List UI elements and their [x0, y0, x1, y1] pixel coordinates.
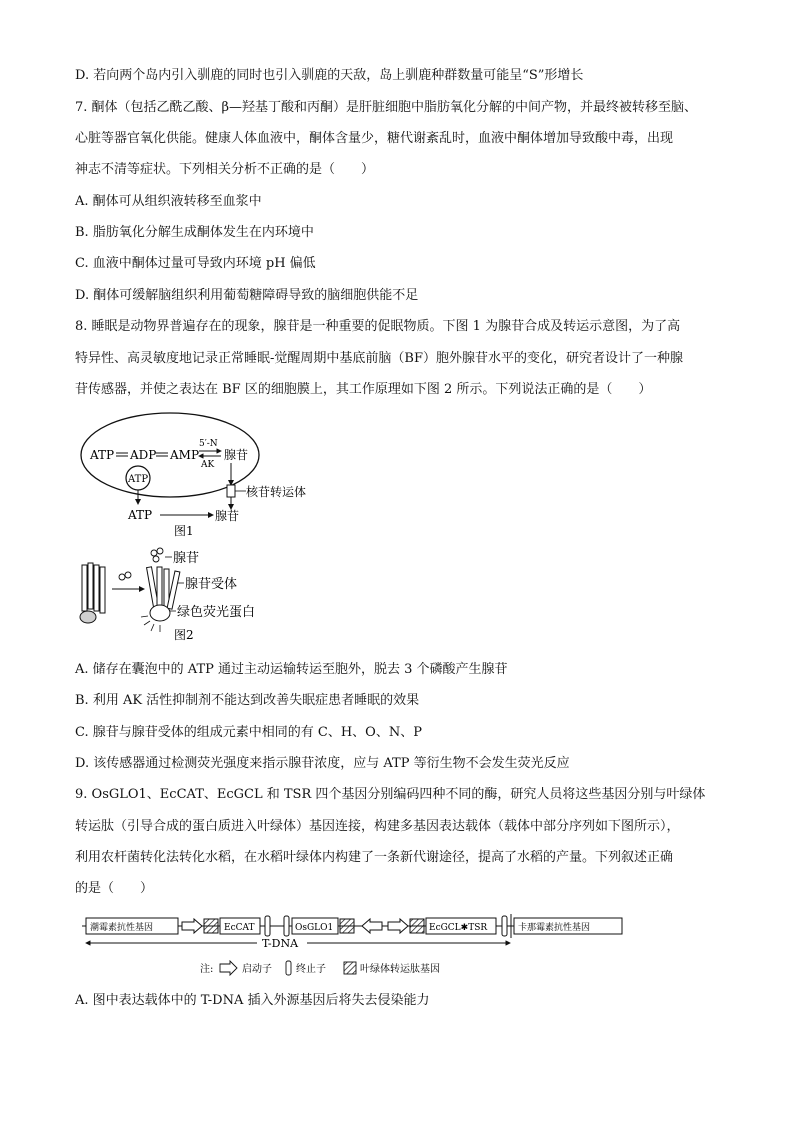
q8-stem-line3: 苷传感器，并使之表达在 BF 区的细胞膜上，其工作原理如下图 2 所示。下列说法正确的是（ ）	[75, 382, 652, 397]
fig2-receptor-unbound	[80, 563, 105, 623]
figure-1-adenosine-synthesis	[78, 405, 307, 540]
fig1-transporter-icon	[227, 485, 235, 497]
fig3-legend-peptide-icon	[344, 962, 356, 974]
q7-option-c: C. 血液中酮体过量可导致内环境 pH 偏低	[75, 256, 316, 271]
q7-stem-line1: 7. 酮体（包括乙酰乙酸、β—羟基丁酸和丙酮）是肝脏细胞中脂肪氧化分解的中间产物，并最终被转移至脑、	[75, 100, 698, 115]
fig1-adenosine-inside: 腺苷	[224, 448, 249, 462]
q9-stem-line2: 转运肽（引导合成的蛋白质进入叶绿体）基因连接，构建多基因表达载体（载体中部分序列如下图所示），	[75, 819, 680, 834]
fig1-enzyme-5n: 5′-N	[199, 439, 218, 449]
fig2-adenosine-bound	[151, 548, 163, 562]
fig2-receptor-bound	[147, 567, 180, 621]
fig3-legend-terminator-icon	[286, 961, 291, 975]
fig3-tdna-label: T-DNA	[262, 937, 299, 950]
fig3-promoter-3	[388, 919, 408, 933]
fig3-peptide-1	[204, 919, 218, 933]
fig3-ecgcl-tsr-label: EcGCL✱TSR	[429, 923, 488, 933]
fig1-adp-label: ADP	[130, 448, 157, 462]
q9-stem-line4: 的是（ ）	[75, 881, 154, 896]
q7-stem-line3: 神志不清等症状。下列相关分析不正确的是（ ）	[75, 162, 375, 177]
figure-2-sensor	[70, 545, 300, 645]
q6-option-d: D. 若向两个岛内引入驯鹿的同时也引入驯鹿的天敌，岛上驯鹿种群数量可能呈“S”形增长	[75, 68, 584, 83]
q9-option-a: A. 图中表达载体中的 T-DNA 插入外源基因后将失去侵染能力	[75, 993, 430, 1008]
fig1-atp-label: ATP	[90, 448, 115, 462]
q8-stem-line1: 8. 睡眠是动物界普遍存在的现象，腺苷是一种重要的促眠物质。下图 1 为腺苷合成及转运示意图，为了高	[75, 319, 681, 334]
q9-stem-line3: 利用农杆菌转化法转化水稻，在水稻叶绿体内构建了一条新代谢途径，提高了水稻的产量。下列叙述正确	[75, 850, 674, 865]
fig3-note-label: 注:	[200, 964, 214, 975]
fig3-promoter-2	[362, 919, 382, 933]
fig1-enzyme-ak: AK	[201, 460, 215, 470]
q8-option-b: B. 利用 AK 活性抑制剂不能达到改善失眠症患者睡眠的效果	[75, 693, 420, 708]
fig3-osglo1-label: OsGLO1	[295, 923, 334, 933]
q7-stem-line2: 心脏等器官氧化供能。健康人体血液中，酮体含量少，糖代谢紊乱时，血液中酮体增加导致酸中毒，出现	[75, 131, 674, 146]
fig2-caption: 图2	[174, 628, 194, 642]
fig3-hygro-label: 潮霉素抗性基因	[90, 923, 154, 933]
fig3-kana-label: 卡那霉素抗性基因	[518, 923, 591, 933]
figure-3-vector-map	[82, 910, 632, 980]
fig1-atp-vesicle: ATP	[128, 474, 149, 485]
fig3-peptide-3	[410, 919, 424, 933]
fig1-transporter-label: 核苷转运体	[246, 485, 307, 499]
q7-option-a: A. 酮体可从组织液转移至血浆中	[75, 194, 262, 209]
q8-stem-line2: 特异性、高灵敏度地记录正常睡眠-觉醒周期中基底前脑（BF）胞外腺苷水平的变化，研究者设计了一种腺	[75, 351, 683, 366]
q8-option-a: A. 储存在囊泡中的 ATP 通过主动运输转运至胞外，脱去 3 个磷酸产生腺苷	[75, 662, 508, 677]
q8-option-c: C. 腺苷与腺苷受体的组成元素中相同的有 C、H、O、N、P	[75, 725, 422, 740]
fig3-terminator-2	[284, 916, 289, 936]
fig3-peptide-2	[340, 919, 354, 933]
q7-option-b: B. 脂肪氧化分解生成酮体发生在内环境中	[75, 225, 314, 240]
fig3-terminator-1	[265, 916, 270, 936]
fig2-gfp-label: 绿色荧光蛋白	[177, 605, 256, 620]
fig3-legend-terminator: 终止子	[296, 964, 326, 975]
fig3-promoter-1	[182, 919, 202, 933]
fig1-amp-label: AMP	[170, 448, 200, 462]
fig3-eccat-label: EcCAT	[224, 923, 255, 933]
fig1-caption: 图1	[174, 524, 194, 538]
fig2-adenosine-molecule	[119, 572, 131, 580]
fig3-legend-promoter-icon	[220, 961, 237, 975]
fig1-adenosine-outside: 腺苷	[215, 509, 240, 523]
fig2-receptor-label: 腺苷受体	[185, 577, 238, 592]
fig1-atp-outside: ATP	[128, 508, 153, 522]
q8-option-d: D. 该传感器通过检测荧光强度来指示腺苷浓度，应与 ATP 等衍生物不会发生荧光反应	[75, 756, 570, 771]
fig3-legend-peptide: 叶绿体转运肽基因	[360, 964, 440, 975]
fig3-terminator-3	[502, 916, 507, 936]
fig3-legend-promoter: 启动子	[242, 964, 272, 975]
q9-stem-line1: 9. OsGLO1、EcCAT、EcGCL 和 TSR 四个基因分别编码四种不同的酶，研究人员将这些基因分别与叶绿体	[75, 787, 706, 802]
fig2-adenosine-label: 腺苷	[173, 551, 200, 566]
q7-option-d: D. 酮体可缓解脑组织利用葡萄糖障碍导致的脑细胞供能不足	[75, 288, 419, 303]
